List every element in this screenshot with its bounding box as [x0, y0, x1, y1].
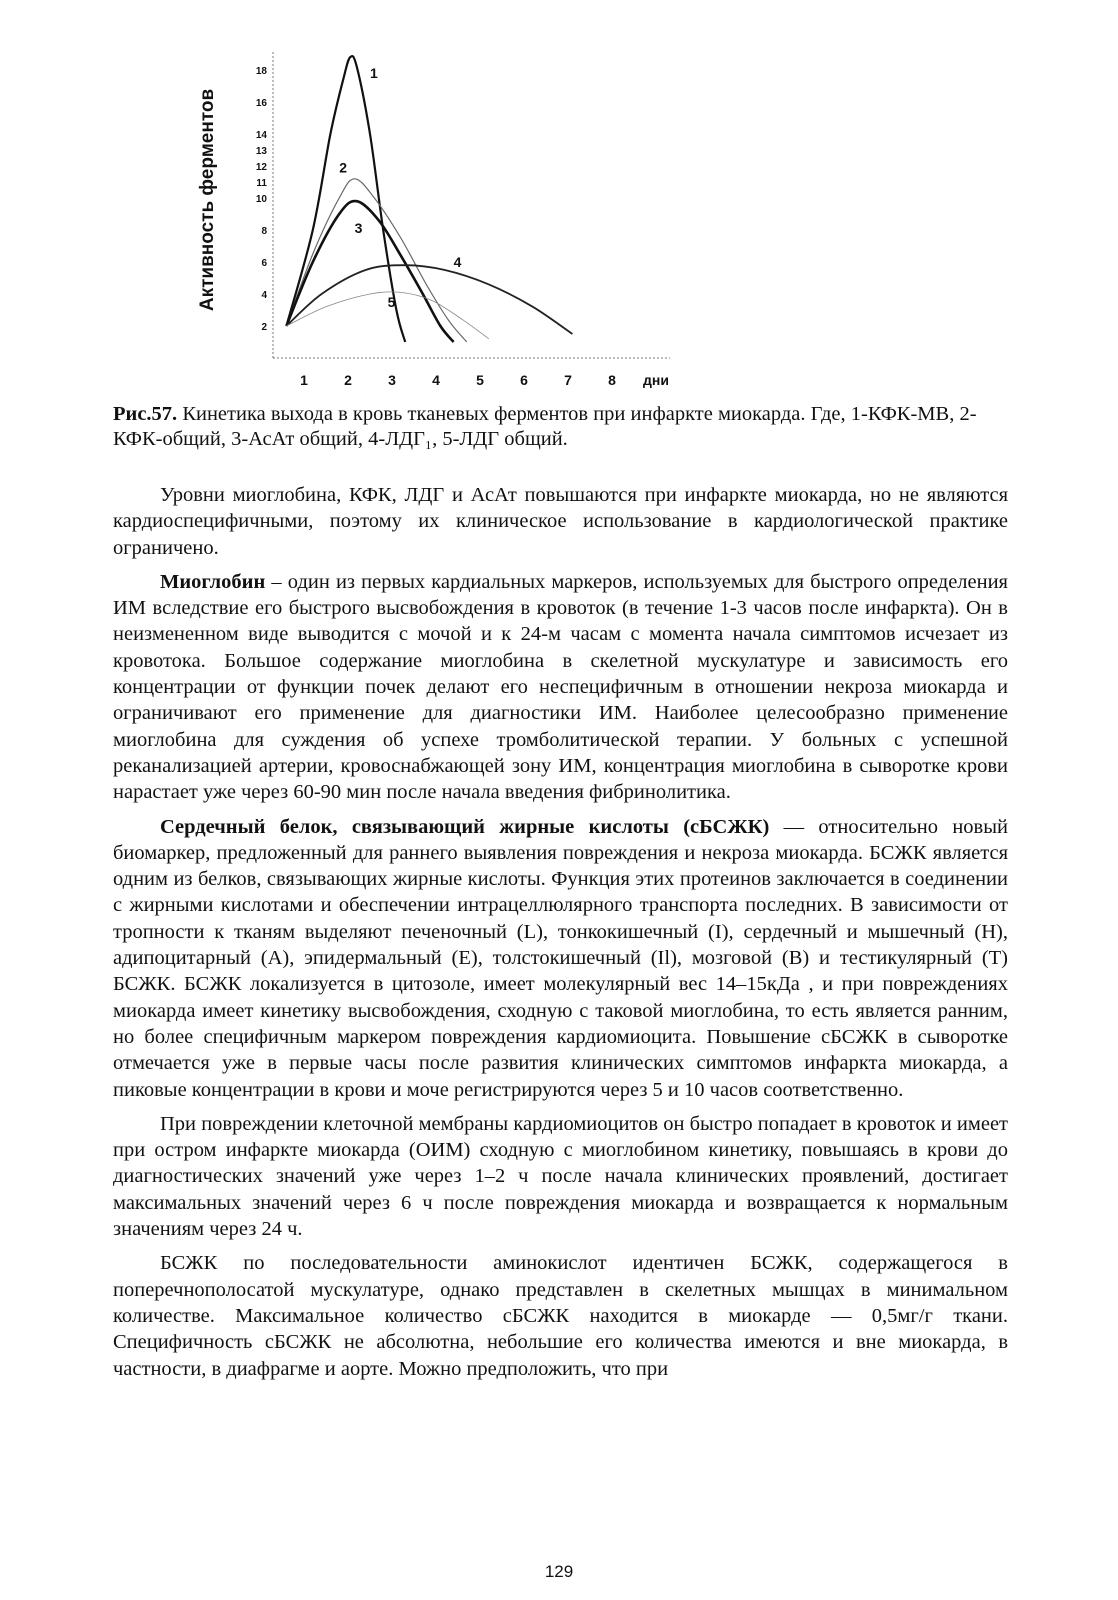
y-tick-label: 14 — [255, 130, 267, 141]
paragraph-3-term: Сердечный белок, связывающий жирные кислоты (сБСЖК) — [160, 815, 770, 838]
curves — [286, 56, 572, 342]
y-tick-label: 2 — [261, 322, 267, 333]
page-number: 129 — [544, 1562, 574, 1581]
x-tick-label: 2 — [344, 372, 352, 388]
curve-label-5: 5 — [387, 293, 396, 310]
paragraph-1-text: Уровни миоглобина, КФК, ЛДГ и АсАт повышаются при инфаркте миокарда, но не являются кардиоспецифичными, поэтому их клиническое использование в кардиологической практике ограничено. — [113, 484, 1008, 559]
figure-caption-text: Кинетика выхода в кровь тканевых ферментов при инфаркте миокарда. Где, 1-КФК-МВ, 2-КФК-общий, 3-АсАт общий, 4-ЛДГ₁, 5-ЛДГ общий. — [113, 403, 977, 450]
y-axis-title: Активность ферментов — [197, 88, 218, 312]
x-axis-unit: дни — [643, 372, 669, 388]
y-tick-label: 6 — [261, 258, 267, 269]
y-tick-labels — [256, 66, 268, 333]
enzyme-kinetics-chart — [180, 40, 700, 400]
paragraph-3-text: — относительно новый биомаркер, предложенный для раннего выявления повреждения и некроза миокарда. БСЖК является одним из белков, связывающих жирные кислоты. Функция этих протеинов заключается в соединении с жирными кислотами и обеспечении интрацеллюлярного транспорта последних. В зависимости от тропности к тканям выделяют печеночный (L), тонкокишечный (I), сердечный и мышечный (H), адипоцитарный (A), эпидермальный (E), толстокишечный (Il), мозговой (B) и тестикулярный (T) БСЖК. БСЖК локализуется в цитозоле, имеет молекулярный вес 14–15кДа , и при повреждениях миокарда имеет кинетику высвобождения, сходную с таковой миоглобина, то есть является ранним, но более специфичным маркером повреждения кардиомиоцита. Повышение сБСЖК в сыворотке отмечается уже в первые часы после развития клинических симптомов инфаркта миокарда, а пиковые концентрации в крови и моче регистрируются через 5 и 10 часов соответственно. — [113, 815, 1008, 1101]
curve-label-4: 4 — [453, 253, 462, 270]
curve-label-2: 2 — [339, 159, 347, 176]
figure-caption-label: Рис.57. — [113, 403, 178, 425]
y-axis-label — [197, 89, 218, 311]
y-tick-label: 18 — [255, 66, 267, 77]
figure-caption — [113, 402, 1008, 452]
paragraph-1 — [113, 482, 1008, 561]
y-tick-label: 10 — [255, 194, 267, 205]
paragraph-2 — [113, 569, 1008, 806]
x-tick-labels — [300, 372, 616, 388]
x-tick-label: 4 — [432, 372, 440, 388]
curve-3 — [286, 201, 453, 342]
y-tick-label: 12 — [255, 162, 267, 173]
body-text — [113, 482, 1008, 1390]
x-tick-label: 8 — [608, 372, 616, 388]
paragraph-2-text: – один из первых кардиальных маркеров, используемых для быстрого определения ИМ вследствие его быстрого высвобождения в кровоток (в течение 1-3 часов после инфаркта). Он в неизмененном виде выводится с мочой и к 24-м часам с момента начала симптомов исчезает из кровотока. Большое содержание миоглобина в скелетной мускулатуре и зависимость его концентрации от функции почек делают его неспецифичным в отношении некроза миокарда и ограничивают его применение для диагностики ИМ. Наиболее целесообразно применение миоглобина для суждения об успехе тромболитической терапии. У больных с успешной реканализацией артерии, кровоснабжающей зону ИМ, концентрация миоглобина в сыворотке крови нарастает уже через 60-90 мин после начала введения фибринолитика. — [113, 570, 1008, 804]
y-tick-label: 16 — [255, 98, 267, 109]
x-tick-label: 5 — [476, 372, 484, 388]
paragraph-5 — [113, 1250, 1008, 1381]
paragraph-3 — [113, 814, 1008, 1103]
curve-label-1: 1 — [370, 65, 378, 81]
x-tick-label: 7 — [564, 372, 572, 388]
paragraph-4 — [113, 1111, 1008, 1242]
paragraph-5-text: БСЖК по последовательности аминокислот идентичен БСЖК, содержащегося в поперечнополосатой мускулатуре, однако представлен в скелетных мышцах в минимальном количестве. Максимальное количество сБСЖК находится в миокарде — 0,5мг/г ткани. Специфичность сБСЖК не абсолютна, небольшие его количества имеются и вне миокарда, в частности, в диафрагме и аорте. Можно предположить, что при — [113, 1252, 1008, 1380]
paragraph-4-text: При повреждении клеточной мембраны кардиомиоцитов он быстро попадает в кровоток и имеет при остром инфаркте миокарда (ОИМ) сходную с миоглобином кинетику, повышаясь в крови до диагностических значений уже через 1–2 ч после начала клинических проявлений, достигает максимальных значений через 6 ч после повреждения миокарда и возвращается к нормальным значениям через 24 ч. — [113, 1112, 1008, 1241]
y-tick-label: 4 — [261, 290, 267, 301]
x-tick-label: 6 — [520, 372, 528, 388]
y-tick-label: 8 — [261, 226, 267, 237]
x-tick-label: 3 — [388, 372, 396, 388]
paragraph-2-term: Миоглобин — [160, 570, 266, 593]
y-tick-label: 11 — [256, 178, 267, 189]
x-tick-label: 1 — [300, 372, 308, 388]
curve-label-3: 3 — [354, 220, 363, 237]
y-tick-label: 13 — [255, 146, 267, 157]
